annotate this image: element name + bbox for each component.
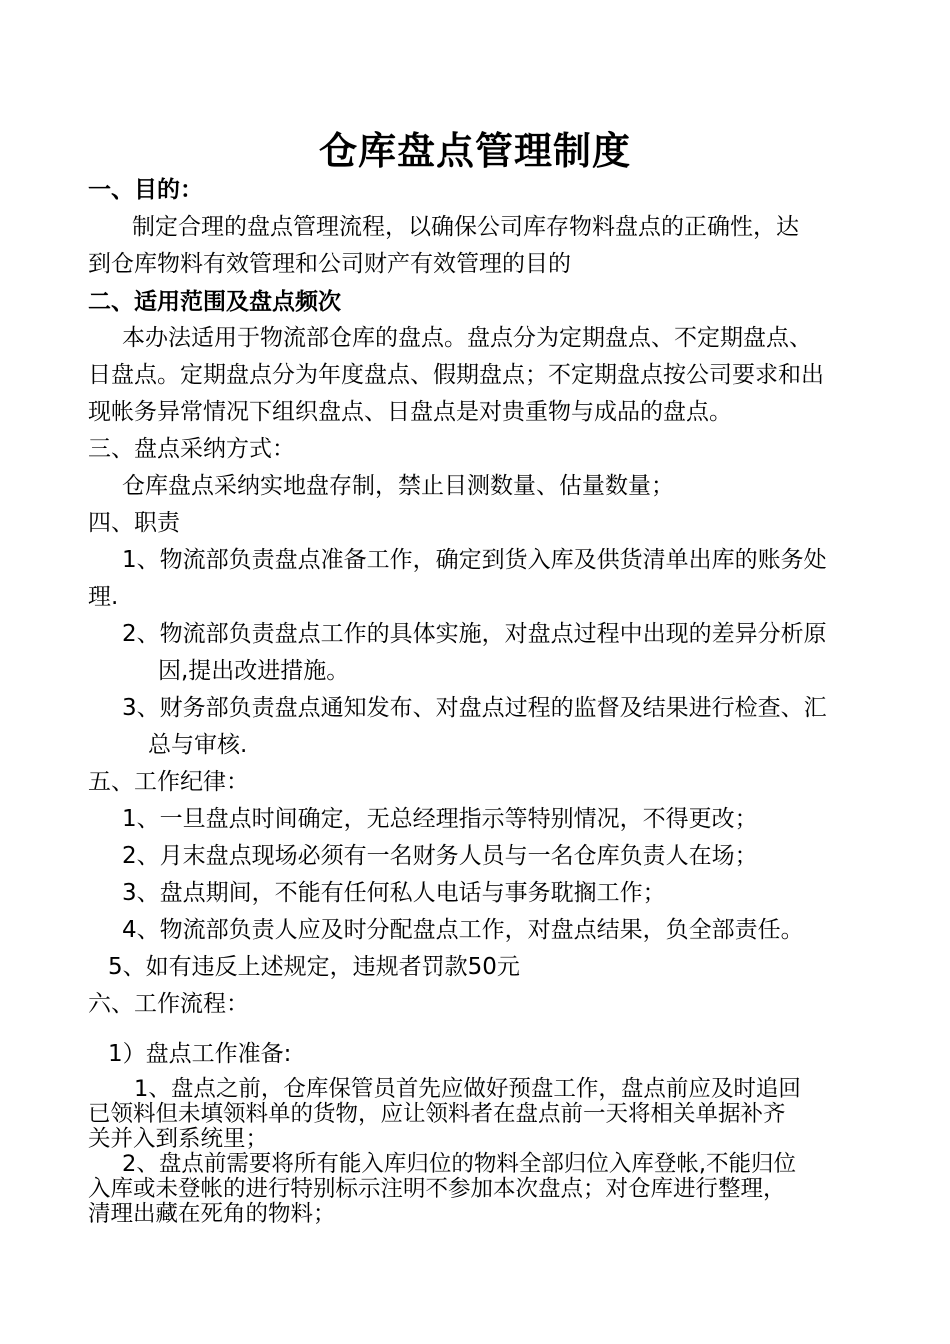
section-4-item-2-line-1: 2、物流部负责盘点工作的具体实施，对盘点过程中出现的差异分析原 bbox=[122, 621, 827, 647]
section-2-paragraph-line-1: 本办法适用于物流部仓库的盘点。盘点分为定期盘点、不定期盘点、 bbox=[122, 325, 812, 351]
section-5-item-5: 5、如有违反上述规定，违规者罚款50元 bbox=[108, 954, 520, 980]
section-1-paragraph-line-1: 制定合理的盘点管理流程，以确保公司库存物料盘点的正确性，达 bbox=[132, 214, 799, 240]
section-6-subheading-1: 1）盘点工作准备: bbox=[108, 1041, 292, 1067]
section-5-heading: 五、工作纪律： bbox=[88, 769, 249, 795]
section-4-item-2-line-2: 因,提出改进措施。 bbox=[158, 658, 350, 684]
section-3-paragraph: 仓库盘点采纳实地盘存制，禁止目测数量、估量数量； bbox=[122, 473, 674, 499]
section-6-step-1-line-1: 1、盘点之前，仓库保管员首先应做好预盘工作，盘点前应及时追回 bbox=[134, 1076, 801, 1102]
section-5-item-2: 2、月末盘点现场必须有一名财务人员与一名仓库负责人在场； bbox=[122, 843, 758, 869]
section-6-step-1-line-3: 关并入到系统里； bbox=[88, 1126, 269, 1152]
section-4-item-3-line-2: 总与审核. bbox=[148, 732, 248, 758]
section-6-step-2-line-3: 清理出藏在死角的物料； bbox=[88, 1201, 336, 1227]
section-4-item-1-line-2: 理. bbox=[88, 584, 119, 610]
section-5-item-1: 1、一旦盘点时间确定，无总经理指示等特别情况，不得更改； bbox=[122, 806, 758, 832]
section-4-heading: 四、职责 bbox=[88, 510, 180, 536]
document-title: 仓库盘点管理制度 bbox=[318, 129, 631, 173]
section-6-heading: 六、工作流程： bbox=[88, 991, 249, 1017]
section-2-paragraph-line-2: 日盘点。定期盘点分为年度盘点、假期盘点；不定期盘点按公司要求和出 bbox=[88, 362, 824, 388]
section-1-paragraph-line-2: 到仓库物料有效管理和公司财产有效管理的目的 bbox=[88, 251, 571, 277]
section-6-step-2-line-2: 入库或未登帐的进行特别标示注明不参加本次盘点；对仓库进行整理， bbox=[88, 1176, 786, 1202]
section-2-heading: 二、适用范围及盘点频次 bbox=[88, 289, 341, 315]
section-4-item-1-line-1: 1、物流部负责盘点准备工作，确定到货入库及供货清单出库的账务处 bbox=[122, 547, 827, 573]
section-2-paragraph-line-3: 现帐务异常情况下组织盘点、日盘点是对贵重物与成品的盘点。 bbox=[88, 399, 732, 425]
section-5-item-4: 4、物流部负责人应及时分配盘点工作，对盘点结果，负全部责任。 bbox=[122, 917, 804, 943]
section-5-item-3: 3、盘点期间，不能有任何私人电话与事务耽搁工作； bbox=[122, 880, 666, 906]
section-3-heading: 三、盘点采纳方式： bbox=[88, 436, 295, 462]
section-1-heading: 一、目的： bbox=[88, 177, 203, 203]
section-6-step-1-line-2: 已领料但未填领料单的货物，应让领料者在盘点前一天将相关单据补齐 bbox=[88, 1101, 786, 1127]
section-6-step-2-line-1: 2、盘点前需要将所有能入库归位的物料全部归位入库登帐,不能归位 bbox=[122, 1151, 796, 1177]
section-4-item-3-line-1: 3、财务部负责盘点通知发布、对盘点过程的监督及结果进行检查、汇 bbox=[122, 695, 827, 721]
